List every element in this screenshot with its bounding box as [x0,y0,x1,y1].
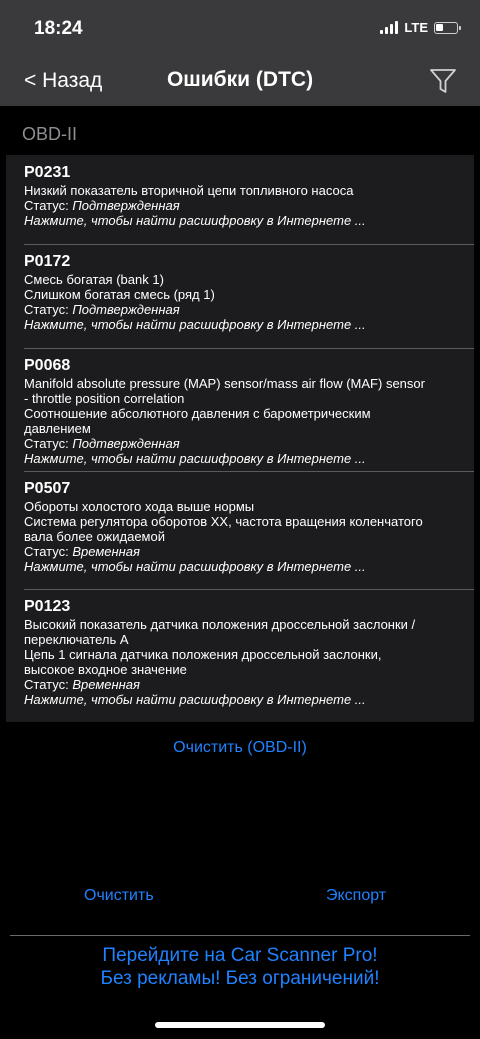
status-value: Подтвержденная [72,198,180,213]
error-code: P0123 [24,598,71,615]
search-hint: Нажмите, чтобы найти расшифровку в Интернете ... [24,692,366,707]
status-value: Временная [72,544,140,559]
error-status [24,544,474,559]
error-row[interactable] [6,155,474,244]
status-label: Статус: [24,198,69,213]
error-code: P0172 [24,253,71,270]
search-hint: Нажмите, чтобы найти расшифровку в Интернете ... [24,317,366,332]
search-hint: Нажмите, чтобы найти расшифровку в Интернете ... [24,559,366,574]
status-value: Временная [72,677,140,692]
promo-line: Без рекламы! Без ограничений! [100,968,380,989]
search-hint: Нажмите, чтобы найти расшифровку в Интернете ... [24,213,366,228]
filter-icon[interactable] [428,66,458,96]
error-description: Соотношение абсолютного давления с барометрическим [24,406,371,421]
battery-icon [434,22,458,34]
page-title: Ошибки (DTC) [166,68,314,91]
error-description: переключатель А [24,632,129,647]
error-row[interactable] [6,589,474,722]
search-hint: Нажмите, чтобы найти расшифровку в Интернете ... [24,451,366,466]
error-description: Высокий показатель датчика положения дроссельной заслонки / [24,617,416,632]
network-type: LTE [404,20,428,35]
status-bar [0,0,480,58]
error-description: Цепь 1 сигнала датчика положения дроссельной заслонки, [24,647,382,662]
promo-line: Перейдите на Car Scanner Pro! [102,945,378,966]
error-code: P0507 [24,480,71,497]
clear-obd-button[interactable]: Очистить (OBD-II) [173,739,307,756]
error-description: Низкий показатель вторичной цепи топливного насоса [24,183,354,198]
home-indicator[interactable] [155,1022,325,1028]
navigation-bar [0,58,480,106]
error-description: Обороты холостого хода выше нормы [24,499,255,514]
error-description: Manifold absolute pressure (MAP) sensor/mass air flow (MAF) sensor [24,376,425,391]
status-label: Статус: [24,544,69,559]
status-indicators [380,20,458,35]
export-button[interactable]: Экспорт [326,887,387,904]
error-description: давлением [24,421,91,436]
footer-divider [10,935,470,936]
error-description: Смесь богатая (bank 1) [24,272,164,287]
section-header: OBD-II [22,124,78,144]
pro-promo-link[interactable] [0,944,480,990]
status-value: Подтвержденная [72,436,180,451]
status-value: Подтвержденная [72,302,180,317]
error-description: высокое входное значение [24,662,187,677]
error-status [24,677,474,692]
row-separator [24,471,474,472]
back-button[interactable]: < Назад [24,69,103,92]
error-row[interactable] [6,244,474,348]
row-separator [24,589,474,590]
error-code: P0231 [24,164,71,181]
error-row[interactable] [6,348,474,473]
row-separator [24,348,474,349]
error-row[interactable] [6,471,474,589]
error-code: P0068 [24,357,71,374]
status-time: 18:24 [34,18,83,39]
error-status [24,198,474,213]
error-description: Система регулятора оборотов ХХ, частота вращения коленчатого [24,514,423,529]
error-list [6,155,474,722]
status-label: Статус: [24,302,69,317]
status-label: Статус: [24,436,69,451]
cellular-signal-icon [380,21,398,34]
error-status [24,436,474,451]
error-status [24,302,474,317]
error-description: Слишком богатая смесь (ряд 1) [24,287,215,302]
error-description: вала более ожидаемой [24,529,165,544]
clear-button[interactable]: Очистить [84,887,154,904]
row-separator [24,244,474,245]
error-description: - throttle position correlation [24,391,185,406]
status-label: Статус: [24,677,69,692]
